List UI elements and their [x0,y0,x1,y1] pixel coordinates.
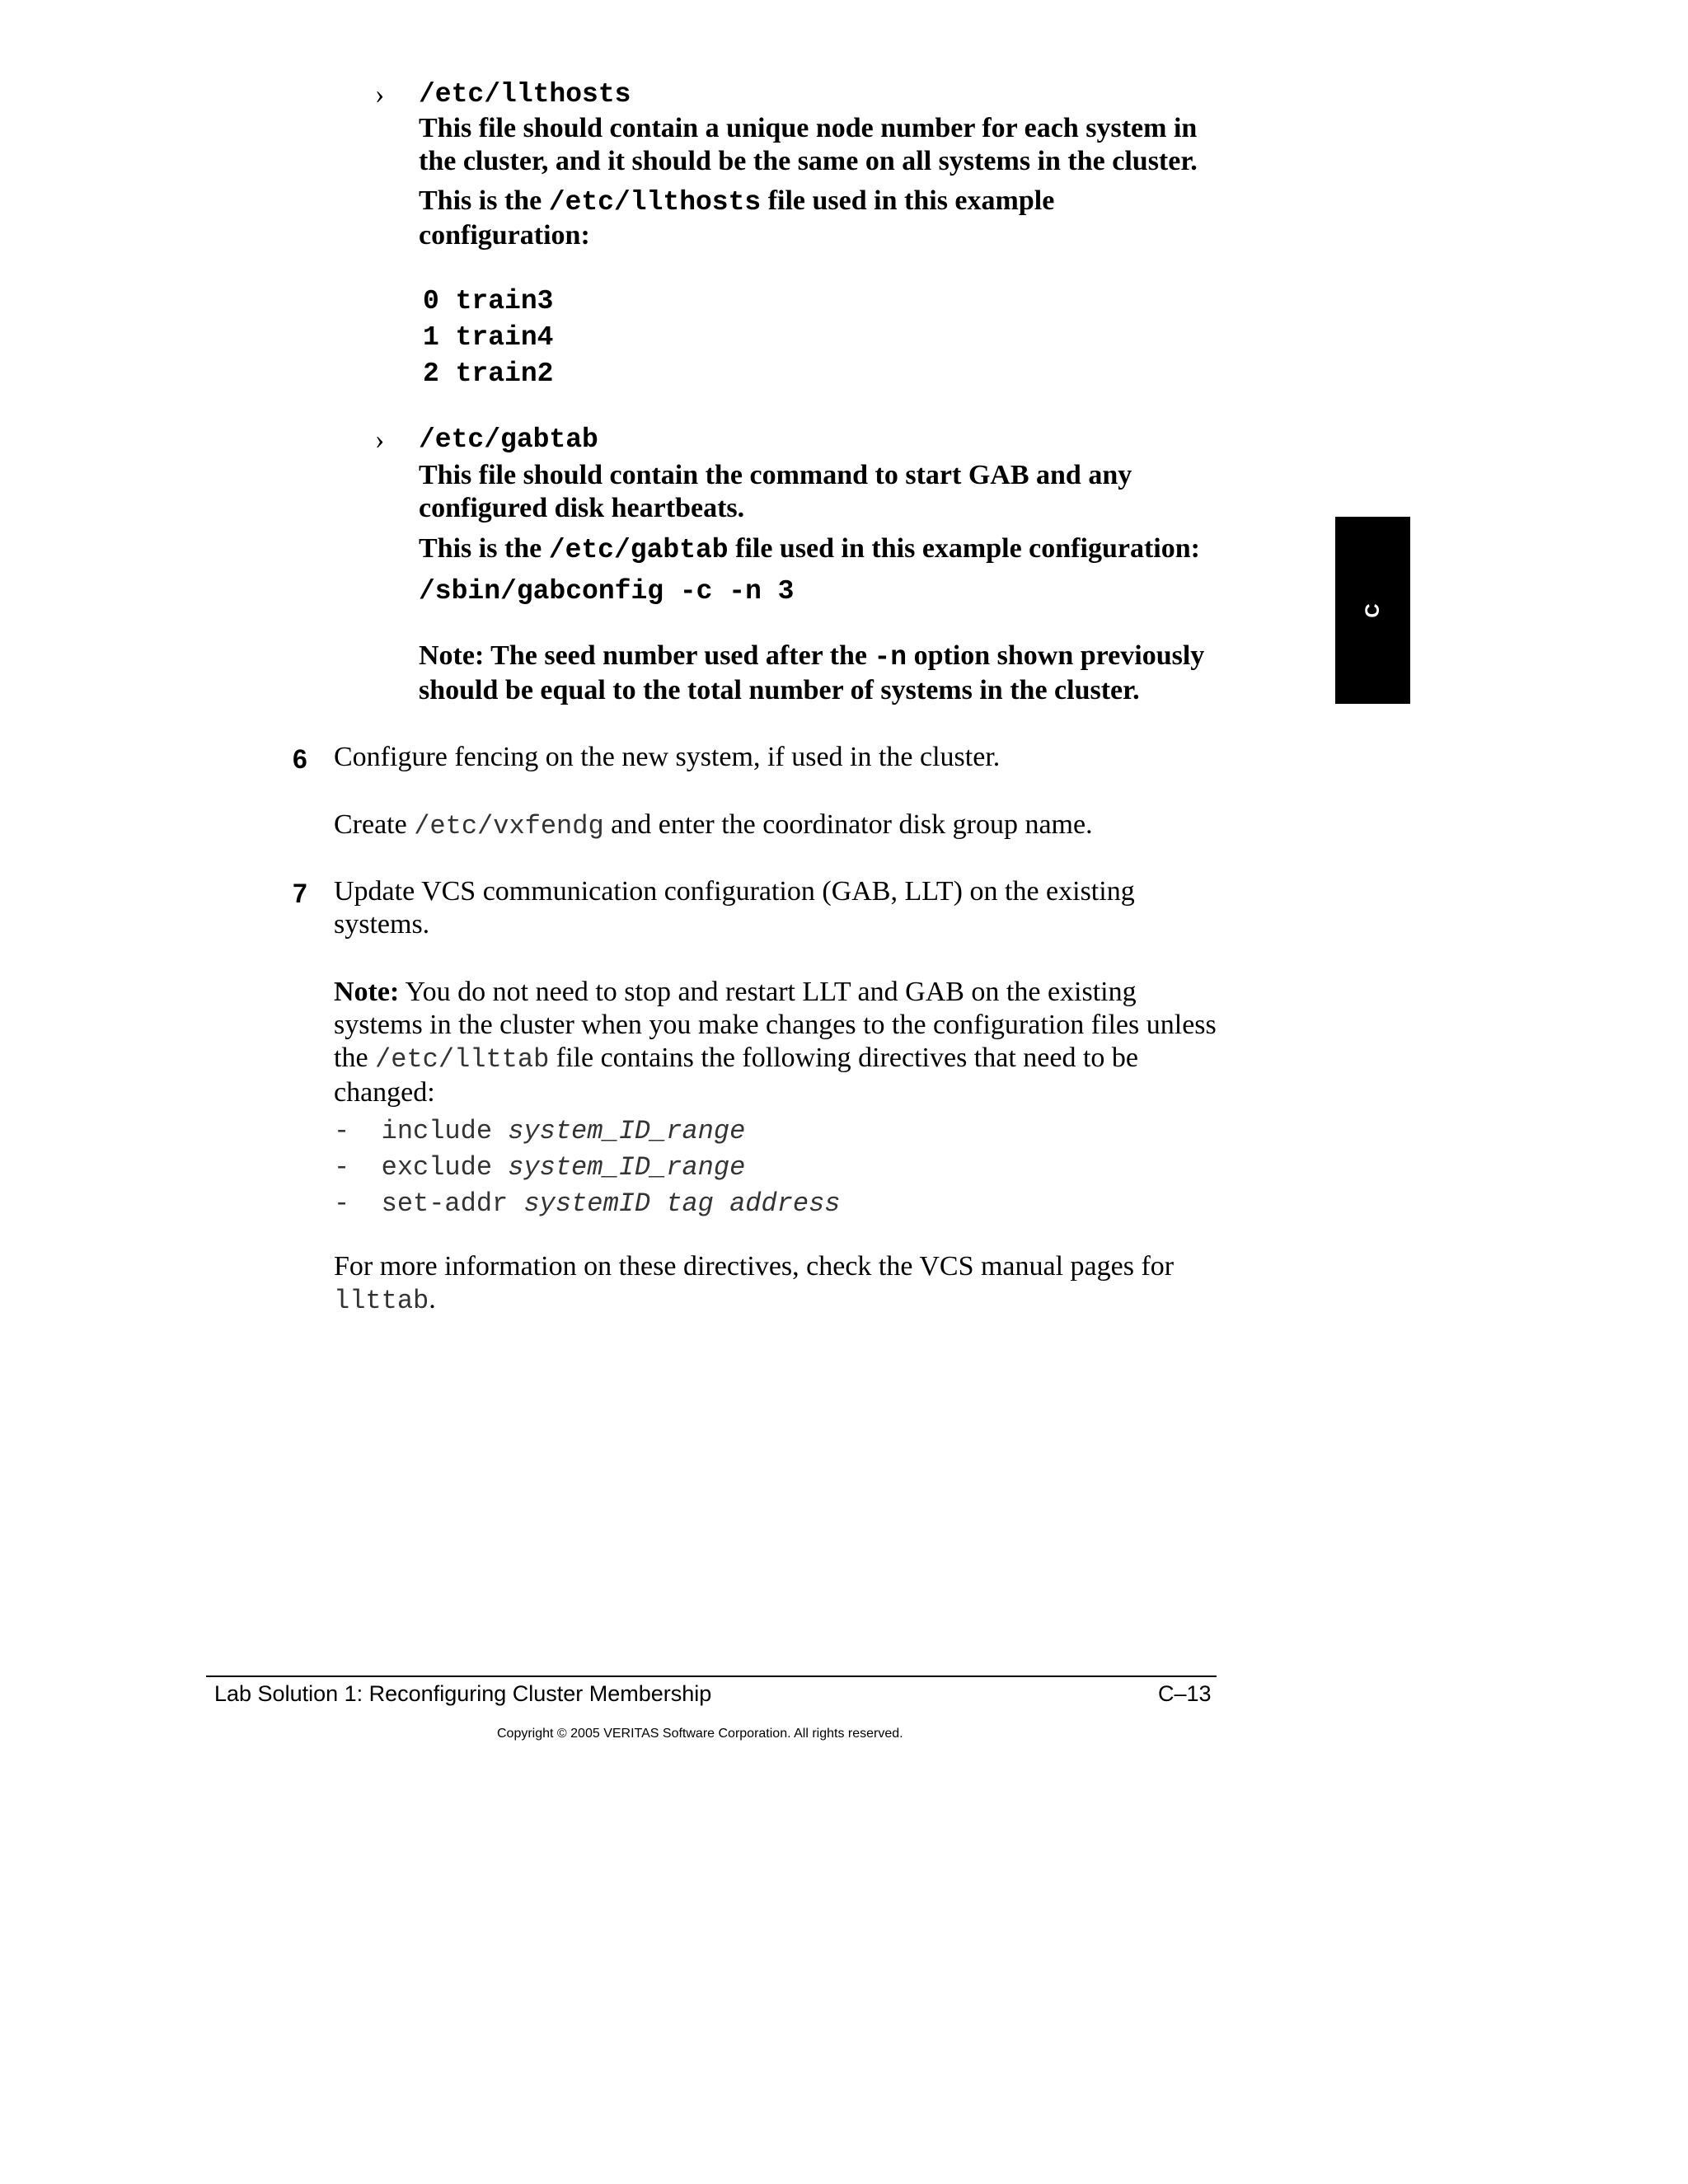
gabtab-heading: /etc/gabtab [419,424,598,455]
directive-line [334,1152,746,1183]
bullet-marker: › [375,424,385,455]
text: the [334,1043,376,1073]
step6-create-text [334,808,1093,843]
inline-code: -n [874,642,907,673]
step7-text [334,875,1240,941]
directive-line [334,1118,745,1145]
appendix-tab [1335,517,1410,704]
llthosts-description [419,112,1259,178]
text: option shown previously [907,640,1205,671]
note-label: Note: [334,977,400,1007]
directive-keyword: set-addr [381,1188,509,1219]
text: changed: [334,1077,435,1108]
step7-note [334,976,1249,1109]
step6-text: Configure fencing on the new system, if used in the cluster. [334,742,1001,772]
text: file contains the following directives that need to be [549,1043,1139,1073]
gabconfig-command: /sbin/gabconfig -c -n 3 [419,576,795,607]
step-number: 6 [293,744,307,774]
text: This is the [419,533,549,564]
llthosts-entry: 2 train2 [423,359,554,389]
llthosts-example-intro [419,185,1259,252]
text: systems. [334,909,430,940]
text: and enter the coordinator disk group name. [603,809,1093,840]
inline-code: llttab [334,1286,429,1316]
gabtab-desc-line: This file should contain the command to start GAB and any [419,460,1132,490]
text: file used in this example configuration: [728,533,1200,564]
text: You do not need to stop and restart LLT and GAB on the existing [399,977,1137,1007]
text: configuration: [419,220,590,251]
text: Create [334,809,415,840]
gabtab-desc-line: configured disk heartbeats. [419,493,745,523]
bullet-marker: › [375,79,385,110]
directive-line [334,1188,841,1219]
appendix-tab-label: C [1361,602,1384,618]
directive-args: system_ID_range [508,1116,746,1146]
text: For more information on these directives, check the VCS manual pages for [334,1251,1175,1282]
text: systems in the cluster when you make changes to the configuration files unless [334,1010,1217,1040]
llthosts-desc-line: This file should contain a unique node number for each system in [419,113,1198,143]
text: should be equal to the total number of systems in the cluster. [419,675,1140,705]
dash: - [334,1188,350,1219]
dash: - [334,1116,350,1146]
llthosts-entry: 0 train3 [423,286,554,316]
directive-keyword: include [381,1116,493,1146]
inline-code: /etc/llttab [375,1044,550,1075]
gabtab-example-intro [419,532,1259,567]
step-number: 7 [293,879,307,908]
text: Update VCS communication configuration (GAB, LLT) on the existing [334,876,1135,907]
footer-title: Lab Solution 1: Reconfiguring Cluster Membership [214,1681,712,1706]
more-info [334,1250,1249,1318]
gabtab-description [419,459,1259,525]
text: This is the [419,185,549,216]
dash: - [334,1152,350,1183]
inline-code: /etc/vxfendg [414,811,604,841]
llthosts-entry: 1 train4 [423,322,554,353]
page-number: C–13 [1158,1681,1212,1706]
directive-args: system_ID_range [508,1152,746,1183]
llthosts-heading: /etc/llthosts [419,79,631,110]
copyright-notice: Copyright © 2005 VERITAS Software Corporation. All rights reserved. [497,1727,903,1741]
inline-code: /etc/llthosts [548,187,762,218]
seed-note [419,640,1268,707]
text: Note: The seed number used after the [419,640,874,671]
directive-keyword: exclude [381,1152,493,1183]
inline-code: /etc/gabtab [548,535,729,565]
text: file used in this example [761,185,1055,216]
directive-args: systemID tag address [523,1188,841,1219]
text: . [429,1284,436,1315]
llthosts-desc-line: the cluster, and it should be the same on all systems in the cluster. [419,146,1198,176]
footer-divider [206,1675,1217,1677]
